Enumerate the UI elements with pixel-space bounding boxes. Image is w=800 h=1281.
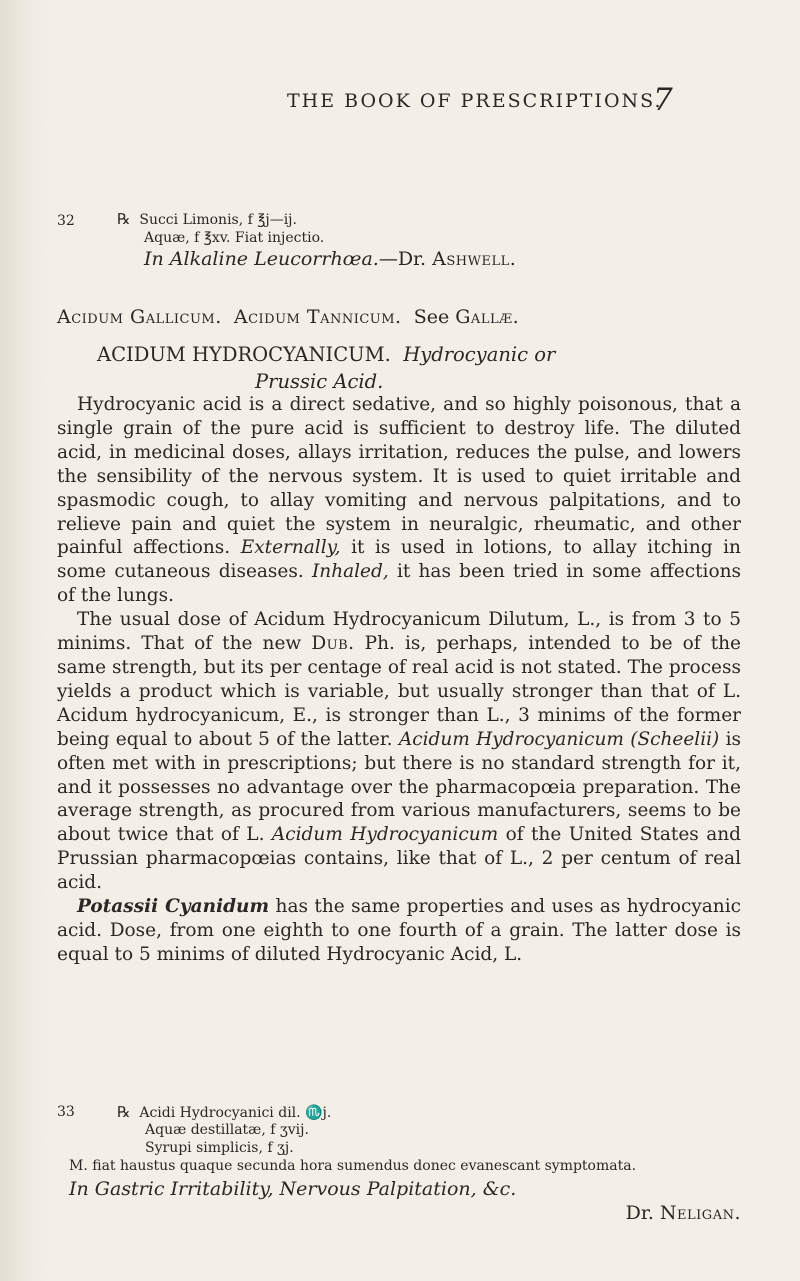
prescription-number: 33 — [57, 1104, 75, 1120]
paragraph: Potassii Cyanidum has the same properties and uses as hydrocyanic acid. Dose, from one eighth to one fourth of a grain. The latter dose is equal to 5 minims of diluted Hydrocyanic Acid, L. — [57, 896, 741, 965]
prescription-author: Ashwell. — [432, 248, 517, 270]
recipe-symbol: ℞ — [117, 1103, 131, 1121]
paragraph: The usual dose of Acidum Hydrocyanicum Dilutum, L., is from 3 to 5 minims. That of the new Dub. Ph. is, perhaps, intended to be of the same strength, but its per centage of real acid is not stated. The process yields a product which is variable, but usually stronger than that of L. Acidum hydrocyanicum, E., is stronger than L., 3 minims of the former being equal to about 5 of the latter. Acidum Hydrocyanicum (Scheelii) is often met with in prescriptions; but there is no standard strength for it, and it possesses no advantage over the pharmacopœia preparation. The average strength, as procured from various manufacturers, seems to be about twice that of L. Acidum Hydrocyanicum of the United States and Prussian pharmacopœias contains, like that of L., 2 per centum of real acid. — [57, 609, 741, 894]
prescription-directions: M. fiat haustus quaque secunda hora sumendus donec evanescant symptomata. — [69, 1158, 637, 1174]
running-header — [0, 82, 800, 122]
ingredient-line: Aquæ, f ℥xv. Fiat injectio. — [144, 230, 325, 246]
page-binding-shadow — [0, 0, 48, 1281]
cross-ref-item: Acidum Gallicum. — [57, 306, 222, 328]
running-title: THE BOOK OF PRESCRIPTIONS. — [287, 90, 663, 112]
prescription-33 — [57, 1103, 743, 1225]
cross-ref-target: Gallæ. — [455, 306, 520, 328]
entry-title: ACIDUM HYDROCYANICUM. — [97, 343, 391, 366]
cross-ref-item: Acidum Tannicum. — [233, 306, 402, 328]
ingredient-line: Acidi Hydrocyanici dil. ♏j. — [139, 1105, 332, 1121]
author-prefix: Dr. — [625, 1202, 654, 1224]
ingredient-line: Syrupi simplicis, f ʒj. — [145, 1140, 294, 1156]
ingredient-line: Succi Limonis, f ℥j—ij. — [139, 212, 297, 228]
prescription-author: Neligan. — [659, 1202, 741, 1224]
cross-reference — [57, 306, 519, 328]
entry-subtitle: Hydrocyanic or — [403, 343, 556, 366]
ingredient-line: Aquæ destillatæ, f ʒvij. — [145, 1122, 309, 1138]
author-prefix: —Dr. — [378, 248, 427, 270]
cross-ref-see: See — [413, 306, 450, 328]
prescription-usage: In Alkaline Leucorrhœa. — [144, 248, 379, 270]
prescription-number: 32 — [57, 213, 75, 229]
entry-text — [57, 393, 741, 967]
prescription-usage: In Gastric Irritability, Nervous Palpitation, &c. — [69, 1178, 517, 1200]
paragraph: Hydrocyanic acid is a direct sedative, and so highly poisonous, that a single grain of the pure acid is sufficient to destroy life. The diluted acid, in medicinal doses, allays irritation, reduces the pulse, and lowers the sensibility of the nervous system. It is used to quiet irritable and spasmodic cough, to allay vomiting and nervous palpitations, and to relieve pain and quiet the system in neuralgic, rheumatic, and other painful affections. Externally, it is used in lotions, to allay itching in some cutaneous diseases. Inhaled, it has been tried in some affections of the lungs. — [57, 394, 741, 607]
page-number: 7 — [653, 82, 673, 118]
entry-heading — [97, 343, 555, 366]
entry-subtitle-continued: Prussic Acid. — [255, 370, 384, 393]
recipe-symbol: ℞ — [117, 210, 131, 228]
